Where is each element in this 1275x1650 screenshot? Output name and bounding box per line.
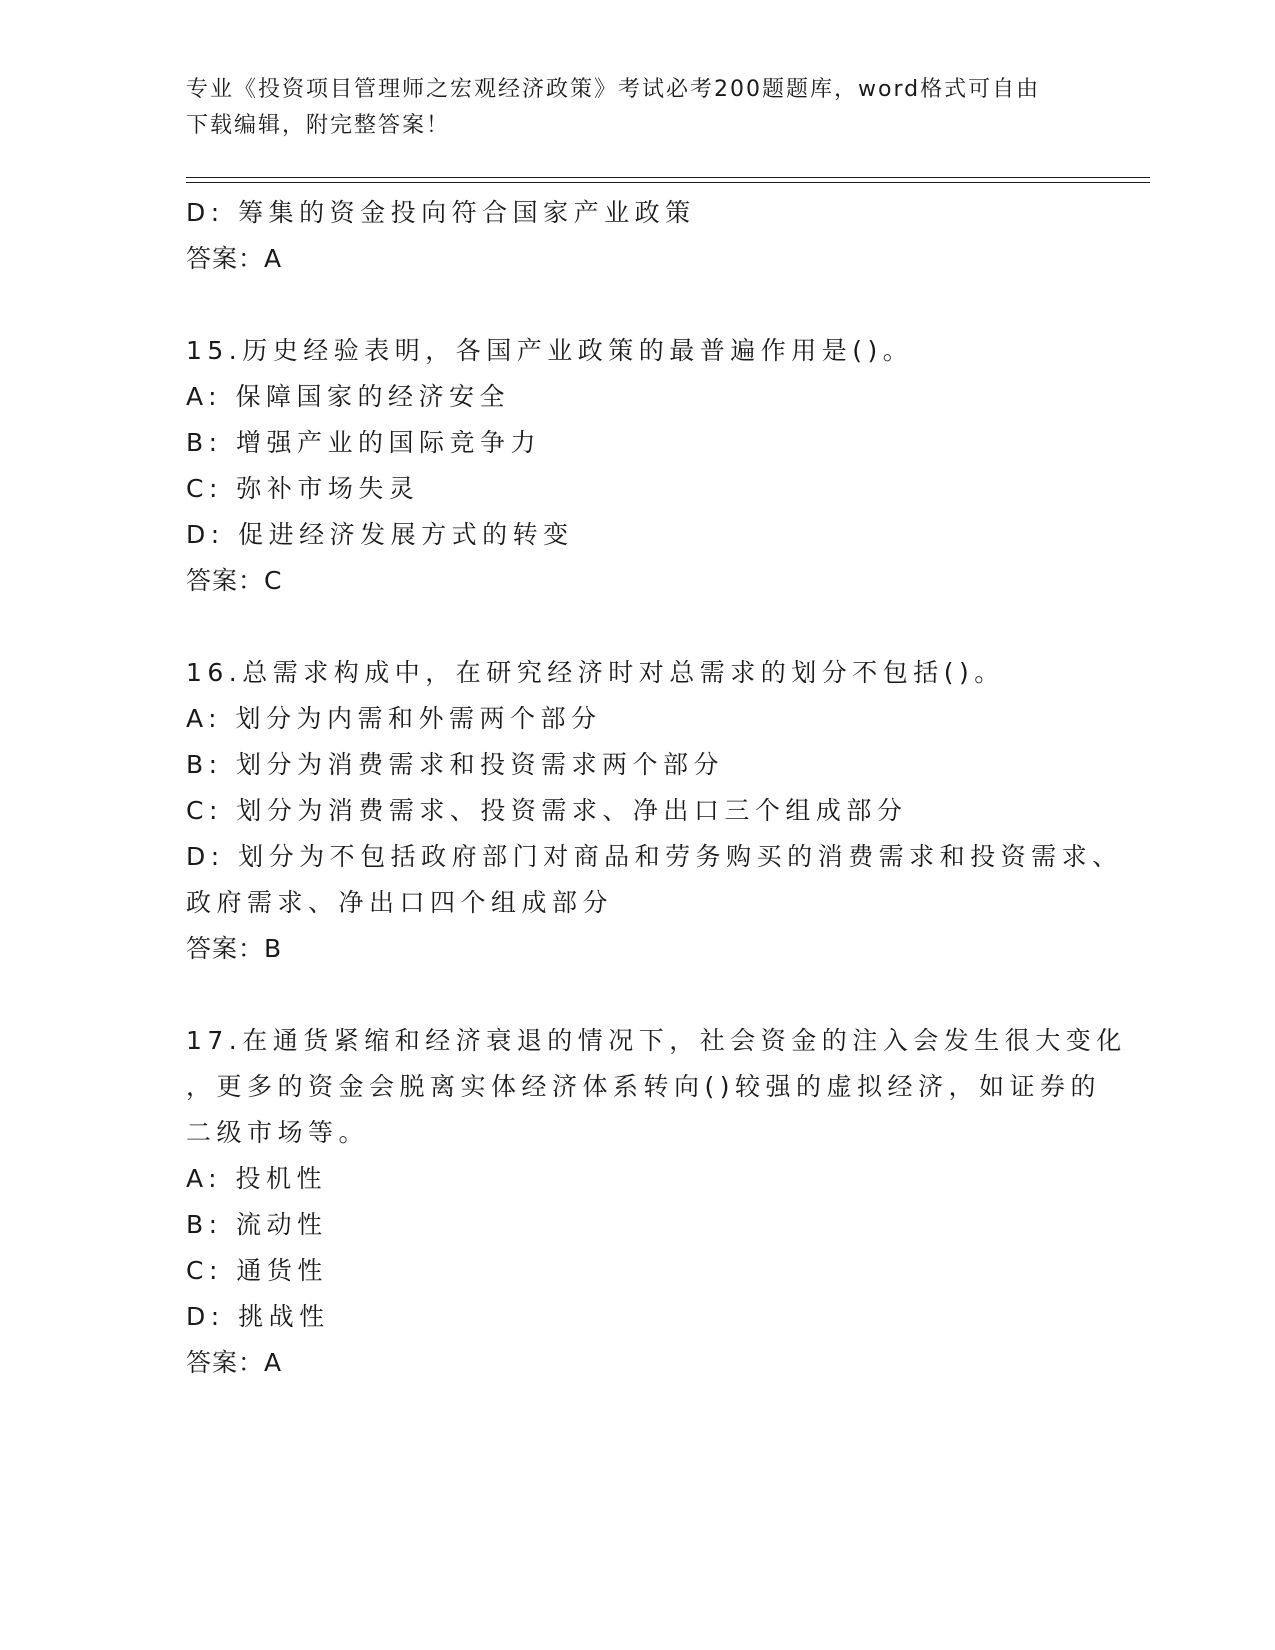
option-c: C: 划分为消费需求、投资需求、净出口三个组成部分 — [186, 796, 908, 825]
answer: 答案：C — [186, 566, 283, 595]
option-d: D: 划分为不包括政府部门对商品和劳务购买的消费需求和投资需求、 — [186, 842, 1123, 871]
answer: 答案：A — [186, 244, 283, 273]
option-d: D: 筹集的资金投向符合国家产业政策 — [186, 198, 696, 227]
option-d: D: 促进经济发展方式的转变 — [186, 520, 574, 549]
answer: 答案：B — [186, 934, 283, 963]
option-d: D: 挑战性 — [186, 1302, 330, 1331]
question-17 — [186, 1018, 1127, 1386]
question-15 — [186, 328, 1086, 604]
option-b: B: 增强产业的国际竞争力 — [186, 428, 542, 457]
option-c: C: 弥补市场失灵 — [186, 474, 420, 503]
question-stem: 15.历史经验表明，各国产业政策的最普遍作用是()。 — [186, 336, 914, 365]
question-stem-line-2: ，更多的资金会脱离实体经济体系转向()较强的虚拟经济，如证券的 — [186, 1072, 1102, 1101]
question-stem-line-3: 二级市场等。 — [186, 1118, 370, 1147]
previous-question-tail — [186, 190, 1086, 282]
header-divider-top — [186, 177, 1150, 178]
document-body — [186, 190, 1127, 1386]
option-a: A: 划分为内需和外需两个部分 — [186, 704, 602, 733]
option-d-continued: 政府需求、净出口四个组成部分 — [186, 888, 614, 917]
question-stem-line-1: 17.在通货紧缩和经济衰退的情况下，社会资金的注入会发生很大变化 — [186, 1026, 1127, 1055]
header-line-2: 下载编辑，附完整答案！ — [186, 113, 451, 138]
option-c: C: 通货性 — [186, 1256, 328, 1285]
header-divider-bottom — [186, 182, 1150, 183]
document-header — [186, 72, 1086, 144]
option-a: A: 投机性 — [186, 1164, 328, 1193]
header-line-1: 专业《投资项目管理师之宏观经济政策》考试必考200题题库，word格式可自由 — [186, 77, 1041, 102]
option-b: B: 划分为消费需求和投资需求两个部分 — [186, 750, 725, 779]
answer: 答案：A — [186, 1348, 283, 1377]
option-b: B: 流动性 — [186, 1210, 328, 1239]
question-16 — [186, 650, 1123, 972]
option-a: A: 保障国家的经济安全 — [186, 382, 511, 411]
question-stem: 16.总需求构成中，在研究经济时对总需求的划分不包括()。 — [186, 658, 1005, 687]
